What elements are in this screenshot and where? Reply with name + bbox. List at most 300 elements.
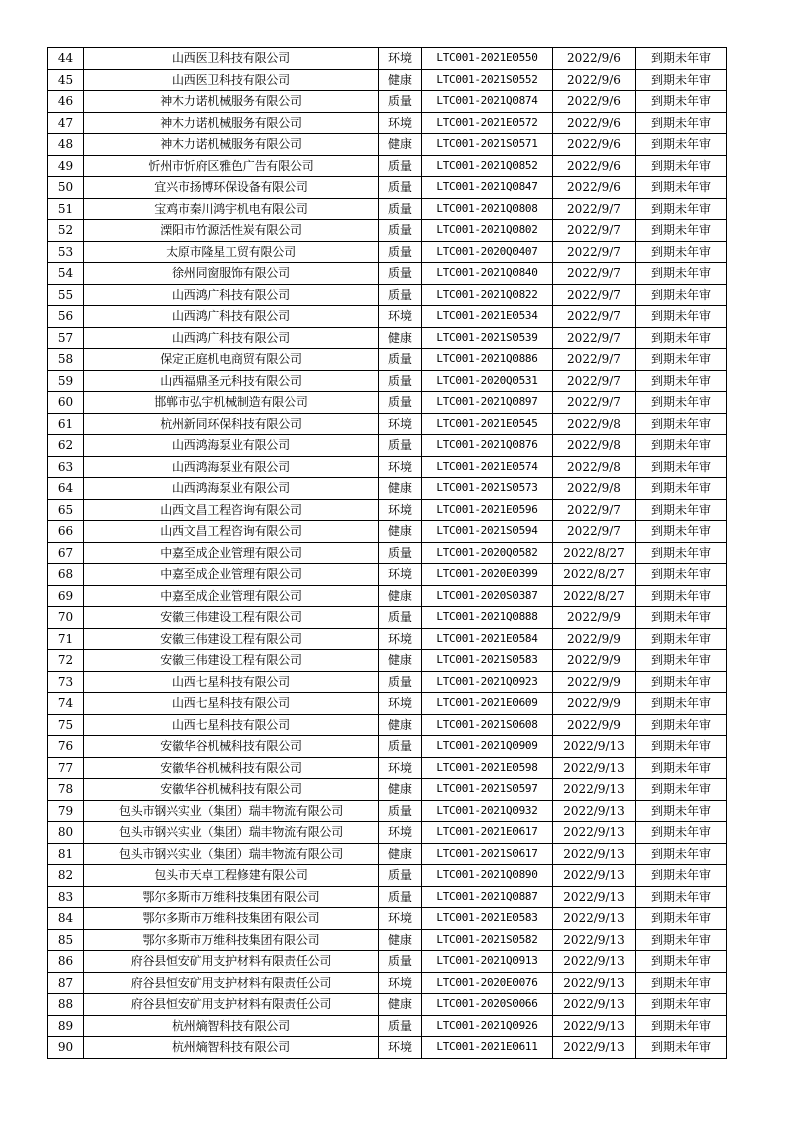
row-number-cell: 70 xyxy=(48,607,84,629)
table-row xyxy=(48,671,727,693)
status-cell: 到期未年审 xyxy=(636,908,727,930)
certification-type-cell: 健康 xyxy=(379,327,422,349)
status-cell: 到期未年审 xyxy=(636,757,727,779)
table-row xyxy=(48,886,727,908)
company-name-cell: 山西七星科技有限公司 xyxy=(84,714,379,736)
table-row xyxy=(48,908,727,930)
certification-type-cell: 质量 xyxy=(379,671,422,693)
company-name-cell: 山西鸿广科技有限公司 xyxy=(84,284,379,306)
expiry-date-cell: 2022/9/6 xyxy=(553,69,636,91)
certification-type-cell: 质量 xyxy=(379,542,422,564)
certification-type-cell: 质量 xyxy=(379,241,422,263)
company-name-cell: 山西鸿海泵业有限公司 xyxy=(84,435,379,457)
table-row xyxy=(48,69,727,91)
row-number-cell: 83 xyxy=(48,886,84,908)
status-cell: 到期未年审 xyxy=(636,994,727,1016)
certification-type-cell: 健康 xyxy=(379,994,422,1016)
company-name-cell: 山西文昌工程咨询有限公司 xyxy=(84,521,379,543)
company-name-cell: 鄂尔多斯市万维科技集团有限公司 xyxy=(84,929,379,951)
expiry-date-cell: 2022/9/13 xyxy=(553,908,636,930)
company-name-cell: 杭州熵智科技有限公司 xyxy=(84,1037,379,1059)
expiry-date-cell: 2022/9/7 xyxy=(553,370,636,392)
table-row xyxy=(48,198,727,220)
expiry-date-cell: 2022/9/7 xyxy=(553,220,636,242)
expiry-date-cell: 2022/9/13 xyxy=(553,929,636,951)
table-row xyxy=(48,177,727,199)
company-name-cell: 忻州市忻府区雅色广告有限公司 xyxy=(84,155,379,177)
expiry-date-cell: 2022/9/13 xyxy=(553,779,636,801)
expiry-date-cell: 2022/9/7 xyxy=(553,284,636,306)
status-cell: 到期未年审 xyxy=(636,349,727,371)
certification-type-cell: 环境 xyxy=(379,564,422,586)
certification-type-cell: 环境 xyxy=(379,757,422,779)
certification-type-cell: 健康 xyxy=(379,929,422,951)
certification-type-cell: 质量 xyxy=(379,91,422,113)
certification-type-cell: 环境 xyxy=(379,48,422,70)
company-name-cell: 安徽华谷机械科技有限公司 xyxy=(84,779,379,801)
expiry-date-cell: 2022/8/27 xyxy=(553,564,636,586)
company-name-cell: 神木力诺机械服务有限公司 xyxy=(84,134,379,156)
certification-type-cell: 环境 xyxy=(379,413,422,435)
company-name-cell: 神木力诺机械服务有限公司 xyxy=(84,112,379,134)
status-cell: 到期未年审 xyxy=(636,650,727,672)
table-row xyxy=(48,542,727,564)
certificate-number-cell: LTC001-2021S0573 xyxy=(422,478,553,500)
expiry-date-cell: 2022/9/13 xyxy=(553,843,636,865)
company-name-cell: 安徽三伟建设工程有限公司 xyxy=(84,650,379,672)
table-row xyxy=(48,822,727,844)
company-name-cell: 山西七星科技有限公司 xyxy=(84,693,379,715)
expiry-date-cell: 2022/9/7 xyxy=(553,306,636,328)
status-cell: 到期未年审 xyxy=(636,843,727,865)
status-cell: 到期未年审 xyxy=(636,736,727,758)
certificate-number-cell: LTC001-2021Q0887 xyxy=(422,886,553,908)
table-row xyxy=(48,693,727,715)
company-name-cell: 包头市天卓工程修建有限公司 xyxy=(84,865,379,887)
table-row xyxy=(48,650,727,672)
table-row xyxy=(48,736,727,758)
row-number-cell: 89 xyxy=(48,1015,84,1037)
company-name-cell: 太原市隆星工贸有限公司 xyxy=(84,241,379,263)
expiry-date-cell: 2022/8/27 xyxy=(553,542,636,564)
certification-type-cell: 质量 xyxy=(379,435,422,457)
status-cell: 到期未年审 xyxy=(636,607,727,629)
certificate-number-cell: LTC001-2020Q0582 xyxy=(422,542,553,564)
certification-type-cell: 质量 xyxy=(379,198,422,220)
status-cell: 到期未年审 xyxy=(636,779,727,801)
certification-type-cell: 健康 xyxy=(379,585,422,607)
expiry-date-cell: 2022/9/13 xyxy=(553,865,636,887)
status-cell: 到期未年审 xyxy=(636,542,727,564)
table-row xyxy=(48,929,727,951)
row-number-cell: 66 xyxy=(48,521,84,543)
row-number-cell: 77 xyxy=(48,757,84,779)
table-row xyxy=(48,628,727,650)
company-name-cell: 中嘉至成企业管理有限公司 xyxy=(84,542,379,564)
certification-type-cell: 质量 xyxy=(379,220,422,242)
row-number-cell: 64 xyxy=(48,478,84,500)
company-name-cell: 山西鸿海泵业有限公司 xyxy=(84,456,379,478)
certificate-number-cell: LTC001-2021S0571 xyxy=(422,134,553,156)
status-cell: 到期未年审 xyxy=(636,456,727,478)
certification-type-cell: 环境 xyxy=(379,822,422,844)
expiry-date-cell: 2022/9/6 xyxy=(553,134,636,156)
certificate-number-cell: LTC001-2021E0596 xyxy=(422,499,553,521)
company-name-cell: 山西鸿广科技有限公司 xyxy=(84,327,379,349)
certificate-number-cell: LTC001-2021Q0840 xyxy=(422,263,553,285)
certificate-number-cell: LTC001-2020S0066 xyxy=(422,994,553,1016)
certificate-number-cell: LTC001-2021S0608 xyxy=(422,714,553,736)
row-number-cell: 50 xyxy=(48,177,84,199)
company-name-cell: 包头市钢兴实业（集团）瑞丰物流有限公司 xyxy=(84,843,379,865)
company-name-cell: 包头市钢兴实业（集团）瑞丰物流有限公司 xyxy=(84,822,379,844)
table-row xyxy=(48,220,727,242)
status-cell: 到期未年审 xyxy=(636,521,727,543)
table-row xyxy=(48,349,727,371)
row-number-cell: 57 xyxy=(48,327,84,349)
status-cell: 到期未年审 xyxy=(636,499,727,521)
table-row xyxy=(48,456,727,478)
status-cell: 到期未年审 xyxy=(636,91,727,113)
certificate-number-cell: LTC001-2021Q0802 xyxy=(422,220,553,242)
table-row xyxy=(48,478,727,500)
company-name-cell: 山西鸿广科技有限公司 xyxy=(84,306,379,328)
status-cell: 到期未年审 xyxy=(636,370,727,392)
expiry-date-cell: 2022/9/7 xyxy=(553,327,636,349)
company-name-cell: 山西福鼎圣元科技有限公司 xyxy=(84,370,379,392)
company-name-cell: 中嘉至成企业管理有限公司 xyxy=(84,564,379,586)
row-number-cell: 86 xyxy=(48,951,84,973)
company-name-cell: 溧阳市竹源活性炭有限公司 xyxy=(84,220,379,242)
certification-type-cell: 质量 xyxy=(379,607,422,629)
status-cell: 到期未年审 xyxy=(636,435,727,457)
row-number-cell: 90 xyxy=(48,1037,84,1059)
certification-type-cell: 质量 xyxy=(379,177,422,199)
table-row xyxy=(48,1037,727,1059)
expiry-date-cell: 2022/9/13 xyxy=(553,972,636,994)
expiry-date-cell: 2022/9/7 xyxy=(553,349,636,371)
certificate-number-cell: LTC001-2021S0617 xyxy=(422,843,553,865)
expiry-date-cell: 2022/9/9 xyxy=(553,671,636,693)
company-name-cell: 中嘉至成企业管理有限公司 xyxy=(84,585,379,607)
certification-type-cell: 健康 xyxy=(379,779,422,801)
table-row xyxy=(48,800,727,822)
table-row xyxy=(48,994,727,1016)
expiry-date-cell: 2022/9/8 xyxy=(553,478,636,500)
row-number-cell: 59 xyxy=(48,370,84,392)
row-number-cell: 82 xyxy=(48,865,84,887)
table-row xyxy=(48,413,727,435)
expiry-date-cell: 2022/9/9 xyxy=(553,607,636,629)
company-name-cell: 安徽华谷机械科技有限公司 xyxy=(84,757,379,779)
expiry-date-cell: 2022/8/27 xyxy=(553,585,636,607)
status-cell: 到期未年审 xyxy=(636,951,727,973)
table-row xyxy=(48,499,727,521)
row-number-cell: 63 xyxy=(48,456,84,478)
status-cell: 到期未年审 xyxy=(636,263,727,285)
expiry-date-cell: 2022/9/13 xyxy=(553,951,636,973)
status-cell: 到期未年审 xyxy=(636,284,727,306)
row-number-cell: 80 xyxy=(48,822,84,844)
certificate-number-cell: LTC001-2021Q0926 xyxy=(422,1015,553,1037)
certification-type-cell: 环境 xyxy=(379,1037,422,1059)
row-number-cell: 68 xyxy=(48,564,84,586)
table-row xyxy=(48,91,727,113)
certification-type-cell: 质量 xyxy=(379,800,422,822)
table-row xyxy=(48,585,727,607)
expiry-date-cell: 2022/9/9 xyxy=(553,714,636,736)
certification-type-cell: 环境 xyxy=(379,908,422,930)
row-number-cell: 52 xyxy=(48,220,84,242)
status-cell: 到期未年审 xyxy=(636,478,727,500)
certification-type-cell: 质量 xyxy=(379,284,422,306)
certificate-number-cell: LTC001-2021E0584 xyxy=(422,628,553,650)
table-row xyxy=(48,241,727,263)
company-name-cell: 山西七星科技有限公司 xyxy=(84,671,379,693)
status-cell: 到期未年审 xyxy=(636,134,727,156)
company-name-cell: 鄂尔多斯市万维科技集团有限公司 xyxy=(84,886,379,908)
company-name-cell: 邯郸市弘宇机械制造有限公司 xyxy=(84,392,379,414)
status-cell: 到期未年审 xyxy=(636,564,727,586)
row-number-cell: 62 xyxy=(48,435,84,457)
expiry-date-cell: 2022/9/6 xyxy=(553,91,636,113)
row-number-cell: 53 xyxy=(48,241,84,263)
certificate-number-cell: LTC001-2021E0598 xyxy=(422,757,553,779)
certification-type-cell: 环境 xyxy=(379,628,422,650)
company-name-cell: 山西医卫科技有限公司 xyxy=(84,69,379,91)
status-cell: 到期未年审 xyxy=(636,714,727,736)
row-number-cell: 56 xyxy=(48,306,84,328)
certificate-number-cell: LTC001-2021Q0874 xyxy=(422,91,553,113)
company-name-cell: 府谷县恒安矿用支护材料有限责任公司 xyxy=(84,972,379,994)
expiry-date-cell: 2022/9/7 xyxy=(553,241,636,263)
certificate-number-cell: LTC001-2021E0572 xyxy=(422,112,553,134)
status-cell: 到期未年审 xyxy=(636,155,727,177)
expiry-date-cell: 2022/9/8 xyxy=(553,456,636,478)
certificate-number-cell: LTC001-2021S0594 xyxy=(422,521,553,543)
table-row xyxy=(48,134,727,156)
certificate-number-cell: LTC001-2021Q0808 xyxy=(422,198,553,220)
certification-type-cell: 环境 xyxy=(379,499,422,521)
table-row xyxy=(48,714,727,736)
table-row xyxy=(48,284,727,306)
certificate-number-cell: LTC001-2021S0597 xyxy=(422,779,553,801)
row-number-cell: 58 xyxy=(48,349,84,371)
table-body xyxy=(48,48,727,1059)
expiry-date-cell: 2022/9/9 xyxy=(553,693,636,715)
expiry-date-cell: 2022/9/13 xyxy=(553,736,636,758)
status-cell: 到期未年审 xyxy=(636,392,727,414)
status-cell: 到期未年审 xyxy=(636,865,727,887)
status-cell: 到期未年审 xyxy=(636,1015,727,1037)
company-name-cell: 宜兴市扬博环保设备有限公司 xyxy=(84,177,379,199)
status-cell: 到期未年审 xyxy=(636,198,727,220)
certificate-number-cell: LTC001-2020E0399 xyxy=(422,564,553,586)
row-number-cell: 71 xyxy=(48,628,84,650)
company-name-cell: 包头市钢兴实业（集团）瑞丰物流有限公司 xyxy=(84,800,379,822)
certificate-number-cell: LTC001-2021E0545 xyxy=(422,413,553,435)
certification-type-cell: 质量 xyxy=(379,951,422,973)
status-cell: 到期未年审 xyxy=(636,69,727,91)
expiry-date-cell: 2022/9/13 xyxy=(553,822,636,844)
status-cell: 到期未年审 xyxy=(636,800,727,822)
expiry-date-cell: 2022/9/6 xyxy=(553,155,636,177)
row-number-cell: 78 xyxy=(48,779,84,801)
row-number-cell: 69 xyxy=(48,585,84,607)
certificate-number-cell: LTC001-2021E0611 xyxy=(422,1037,553,1059)
row-number-cell: 81 xyxy=(48,843,84,865)
company-name-cell: 山西文昌工程咨询有限公司 xyxy=(84,499,379,521)
expiry-date-cell: 2022/9/6 xyxy=(553,112,636,134)
company-name-cell: 杭州熵智科技有限公司 xyxy=(84,1015,379,1037)
row-number-cell: 54 xyxy=(48,263,84,285)
certificate-number-cell: LTC001-2021S0582 xyxy=(422,929,553,951)
certification-type-cell: 质量 xyxy=(379,392,422,414)
table-row xyxy=(48,306,727,328)
row-number-cell: 44 xyxy=(48,48,84,70)
row-number-cell: 76 xyxy=(48,736,84,758)
certificate-number-cell: LTC001-2021Q0932 xyxy=(422,800,553,822)
row-number-cell: 55 xyxy=(48,284,84,306)
certificate-number-cell: LTC001-2021Q0888 xyxy=(422,607,553,629)
certification-type-cell: 质量 xyxy=(379,155,422,177)
status-cell: 到期未年审 xyxy=(636,413,727,435)
status-cell: 到期未年审 xyxy=(636,327,727,349)
table-row xyxy=(48,263,727,285)
row-number-cell: 48 xyxy=(48,134,84,156)
company-name-cell: 宝鸡市秦川鸿宇机电有限公司 xyxy=(84,198,379,220)
table-row xyxy=(48,951,727,973)
company-name-cell: 府谷县恒安矿用支护材料有限责任公司 xyxy=(84,994,379,1016)
status-cell: 到期未年审 xyxy=(636,972,727,994)
expiry-date-cell: 2022/9/9 xyxy=(553,650,636,672)
table-row xyxy=(48,865,727,887)
company-name-cell: 保定正庭机电商贸有限公司 xyxy=(84,349,379,371)
status-cell: 到期未年审 xyxy=(636,585,727,607)
expiry-date-cell: 2022/9/13 xyxy=(553,1015,636,1037)
status-cell: 到期未年审 xyxy=(636,929,727,951)
certification-type-cell: 环境 xyxy=(379,972,422,994)
certification-type-cell: 质量 xyxy=(379,370,422,392)
company-name-cell: 山西鸿海泵业有限公司 xyxy=(84,478,379,500)
certification-type-cell: 质量 xyxy=(379,865,422,887)
table-row xyxy=(48,370,727,392)
certification-type-cell: 健康 xyxy=(379,478,422,500)
status-cell: 到期未年审 xyxy=(636,822,727,844)
certification-type-cell: 健康 xyxy=(379,521,422,543)
status-cell: 到期未年审 xyxy=(636,112,727,134)
table-row xyxy=(48,607,727,629)
table-row xyxy=(48,521,727,543)
company-name-cell: 徐州同窗服饰有限公司 xyxy=(84,263,379,285)
expiry-date-cell: 2022/9/7 xyxy=(553,198,636,220)
status-cell: 到期未年审 xyxy=(636,177,727,199)
expiry-date-cell: 2022/9/13 xyxy=(553,886,636,908)
certificate-table xyxy=(47,47,727,1059)
table-row xyxy=(48,779,727,801)
certification-type-cell: 质量 xyxy=(379,263,422,285)
status-cell: 到期未年审 xyxy=(636,671,727,693)
table-row xyxy=(48,48,727,70)
certificate-number-cell: LTC001-2021E0609 xyxy=(422,693,553,715)
company-name-cell: 安徽三伟建设工程有限公司 xyxy=(84,607,379,629)
certificate-number-cell: LTC001-2021E0574 xyxy=(422,456,553,478)
expiry-date-cell: 2022/9/8 xyxy=(553,435,636,457)
row-number-cell: 67 xyxy=(48,542,84,564)
certification-type-cell: 环境 xyxy=(379,693,422,715)
certification-type-cell: 健康 xyxy=(379,134,422,156)
row-number-cell: 75 xyxy=(48,714,84,736)
certification-type-cell: 健康 xyxy=(379,650,422,672)
company-name-cell: 杭州新同环保科技有限公司 xyxy=(84,413,379,435)
certificate-number-cell: LTC001-2021E0583 xyxy=(422,908,553,930)
row-number-cell: 51 xyxy=(48,198,84,220)
certification-type-cell: 环境 xyxy=(379,306,422,328)
certificate-number-cell: LTC001-2021Q0909 xyxy=(422,736,553,758)
certificate-number-cell: LTC001-2020S0387 xyxy=(422,585,553,607)
certificate-number-cell: LTC001-2020E0076 xyxy=(422,972,553,994)
table-row xyxy=(48,155,727,177)
row-number-cell: 46 xyxy=(48,91,84,113)
company-name-cell: 鄂尔多斯市万维科技集团有限公司 xyxy=(84,908,379,930)
certification-type-cell: 健康 xyxy=(379,714,422,736)
table-row xyxy=(48,435,727,457)
row-number-cell: 60 xyxy=(48,392,84,414)
status-cell: 到期未年审 xyxy=(636,1037,727,1059)
certificate-number-cell: LTC001-2021E0534 xyxy=(422,306,553,328)
certification-type-cell: 质量 xyxy=(379,886,422,908)
status-cell: 到期未年审 xyxy=(636,241,727,263)
certificate-number-cell: LTC001-2021Q0886 xyxy=(422,349,553,371)
row-number-cell: 45 xyxy=(48,69,84,91)
row-number-cell: 47 xyxy=(48,112,84,134)
expiry-date-cell: 2022/9/7 xyxy=(553,263,636,285)
expiry-date-cell: 2022/9/13 xyxy=(553,994,636,1016)
row-number-cell: 49 xyxy=(48,155,84,177)
expiry-date-cell: 2022/9/13 xyxy=(553,757,636,779)
table-row xyxy=(48,843,727,865)
table-row xyxy=(48,564,727,586)
certification-type-cell: 环境 xyxy=(379,112,422,134)
expiry-date-cell: 2022/9/13 xyxy=(553,800,636,822)
row-number-cell: 73 xyxy=(48,671,84,693)
row-number-cell: 88 xyxy=(48,994,84,1016)
certificate-number-cell: LTC001-2021E0617 xyxy=(422,822,553,844)
certification-type-cell: 健康 xyxy=(379,843,422,865)
row-number-cell: 65 xyxy=(48,499,84,521)
expiry-date-cell: 2022/9/7 xyxy=(553,392,636,414)
certificate-number-cell: LTC001-2021S0539 xyxy=(422,327,553,349)
status-cell: 到期未年审 xyxy=(636,886,727,908)
status-cell: 到期未年审 xyxy=(636,628,727,650)
expiry-date-cell: 2022/9/6 xyxy=(553,48,636,70)
expiry-date-cell: 2022/9/8 xyxy=(553,413,636,435)
certificate-number-cell: LTC001-2021S0583 xyxy=(422,650,553,672)
certificate-number-cell: LTC001-2021Q0847 xyxy=(422,177,553,199)
status-cell: 到期未年审 xyxy=(636,693,727,715)
certificate-number-cell: LTC001-2021Q0876 xyxy=(422,435,553,457)
expiry-date-cell: 2022/9/6 xyxy=(553,177,636,199)
table-row xyxy=(48,392,727,414)
company-name-cell: 山西医卫科技有限公司 xyxy=(84,48,379,70)
row-number-cell: 79 xyxy=(48,800,84,822)
certificate-number-cell: LTC001-2020Q0407 xyxy=(422,241,553,263)
expiry-date-cell: 2022/9/7 xyxy=(553,521,636,543)
expiry-date-cell: 2022/9/13 xyxy=(553,1037,636,1059)
table-row xyxy=(48,1015,727,1037)
table-row xyxy=(48,972,727,994)
certificate-number-cell: LTC001-2021E0550 xyxy=(422,48,553,70)
